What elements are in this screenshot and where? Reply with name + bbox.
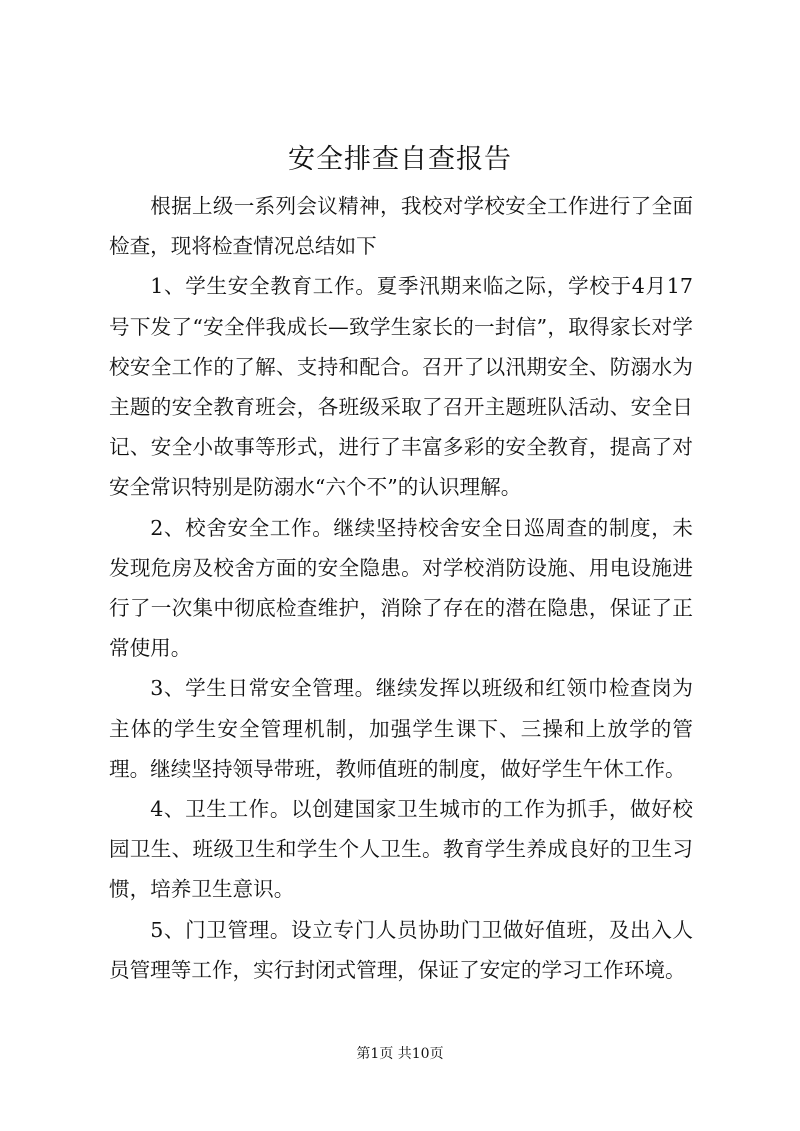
paragraph-intro: 根据上级一系列会议精神，我校对学校安全工作进行了全面检查，现将检查情况总结如下 [109,194,693,259]
document-title: 安全排查自查报告 [288,144,512,175]
paragraph-safety-education: 1、学生安全教育工作。夏季汛期来临之际，学校于4月17号下发了“安全伴我成长—致学生家长的一封信”，取得家长对学校安全工作的了解、支持和配合。召开了以汛期安全、防溺水为主题的安全教育班会，各班级采取了召开主题班队活动、安全日记、安全小故事等形式，进行了丰富多彩的安全教育，提高了对安全常识特别是防溺水“六个不”的认识理解。 [109,274,693,500]
paragraph-daily-safety-management: 3、学生日常安全管理。继续发挥以班级和红领巾检查岗为主体的学生安全管理机制，加强学生课下、三操和上放学的管理。继续坚持领导带班，教师值班的制度，做好学生午休工作。 [109,676,693,781]
paragraph-school-building-safety: 2、校舍安全工作。继续坚持校舍安全日巡周查的制度，未发现危房及校舍方面的安全隐患。对学校消防设施、用电设施进行了一次集中彻底检查维护，消除了存在的潜在隐患，保证了正常使用。 [109,515,693,661]
paragraph-hygiene-work: 4、卫生工作。以创建国家卫生城市的工作为抓手，做好校园卫生、班级卫生和学生个人卫生。教育学生养成良好的卫生习惯，培养卫生意识。 [109,797,693,902]
document-body [109,186,693,990]
paragraph-gate-management: 5、门卫管理。设立专门人员协助门卫做好值班，及出入人员管理等工作，实行封闭式管理，保证了安定的学习工作环境。 [109,917,693,982]
page-number-footer: 第1页 共10页 [356,1046,444,1062]
